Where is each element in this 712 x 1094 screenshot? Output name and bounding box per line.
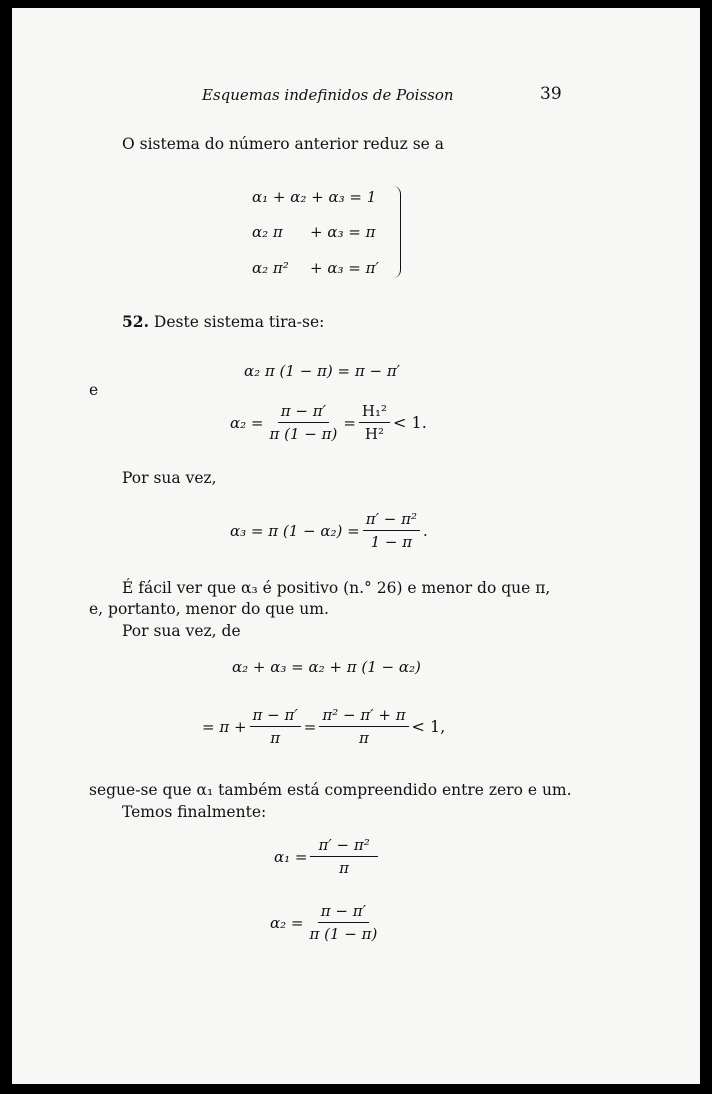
conjunction-e: e <box>89 381 99 399</box>
equation-e <box>202 706 445 747</box>
eq-e-tail: < 1, <box>411 717 446 736</box>
system-brace <box>392 186 401 278</box>
eq-b-fraction-1 <box>266 402 340 443</box>
final-equation-1 <box>274 836 381 877</box>
eq-c-denominator: 1 − π <box>370 533 413 551</box>
eq-b-denominator-1: π (1 − π) <box>269 425 338 443</box>
final-2-lhs: α₂ = <box>270 913 304 932</box>
temos-finalmente: Temos finalmente: <box>122 803 267 821</box>
eq-b-numerator-1: π − π′ <box>278 402 329 423</box>
eq-b-lhs: α₂ = <box>230 413 264 432</box>
eq-e-numerator-1: π − π′ <box>250 706 301 727</box>
eq-b-fraction-2 <box>359 402 390 443</box>
final-1-denominator: π <box>339 859 350 877</box>
segue-se-line: segue-se que α₁ também está compreendido entre zero e um. <box>89 781 572 799</box>
book-page <box>12 8 700 1084</box>
system-equation-2-left: α₂ π <box>252 223 283 241</box>
running-title: Esquemas indefinidos de Poisson <box>202 86 454 104</box>
eq-c-fraction <box>363 510 420 551</box>
section-number: 52. <box>122 312 149 331</box>
equation-b <box>230 402 427 443</box>
intro-text: O sistema do número anterior reduz se a <box>122 135 444 153</box>
eq-e-numerator-2: π² − π′ + π <box>319 706 408 727</box>
final-equation-2 <box>270 902 383 943</box>
eq-c-lhs: α₃ = π (1 − α₂) = <box>230 521 360 540</box>
final-1-numerator: π′ − π² <box>310 836 377 857</box>
eq-e-equals: = <box>303 717 317 736</box>
eq-b-numerator-2: H₁² <box>359 402 390 423</box>
equation-d: α₂ + α₃ = α₂ + π (1 − α₂) <box>232 658 421 676</box>
equation-c <box>230 510 428 551</box>
final-1-lhs: α₁ = <box>274 847 308 866</box>
system-equation-3-left: α₂ π² <box>252 259 289 277</box>
section-text: Deste sistema tira-se: <box>153 313 325 331</box>
eq-b-denominator-2: H² <box>364 425 385 443</box>
eq-e-fraction-2 <box>319 706 408 747</box>
page-number: 39 <box>540 84 562 104</box>
eq-e-fraction-1 <box>250 706 301 747</box>
final-1-fraction <box>310 836 377 877</box>
eq-b-tail: < 1. <box>393 413 427 432</box>
eq-c-tail: . <box>422 521 428 540</box>
por-sua-vez-2: Por sua vez, de <box>122 622 241 640</box>
final-2-denominator: π (1 − π) <box>309 925 378 943</box>
final-2-numerator: π − π′ <box>318 902 369 923</box>
eq-e-lead: = π + <box>202 717 247 736</box>
system-equation-2-right: + α₃ = π <box>310 223 376 241</box>
paragraph-line-1: É fácil ver que α₃ é positivo (n.° 26) e menor do que π, <box>122 579 551 597</box>
equation-a: α₂ π (1 − π) = π − π′ <box>244 362 401 380</box>
system-equation-3-right: + α₃ = π′ <box>310 259 379 277</box>
section-52 <box>122 312 324 332</box>
final-2-fraction <box>306 902 380 943</box>
eq-b-equals: = <box>343 413 356 432</box>
eq-e-denominator-2: π <box>359 729 369 747</box>
paragraph-line-2: e, portanto, menor do que um. <box>89 600 329 618</box>
por-sua-vez-1: Por sua vez, <box>122 469 217 487</box>
eq-e-denominator-1: π <box>270 729 281 747</box>
system-equation-1: α₁ + α₂ + α₃ = 1 <box>252 188 377 206</box>
eq-c-numerator: π′ − π² <box>363 510 420 531</box>
